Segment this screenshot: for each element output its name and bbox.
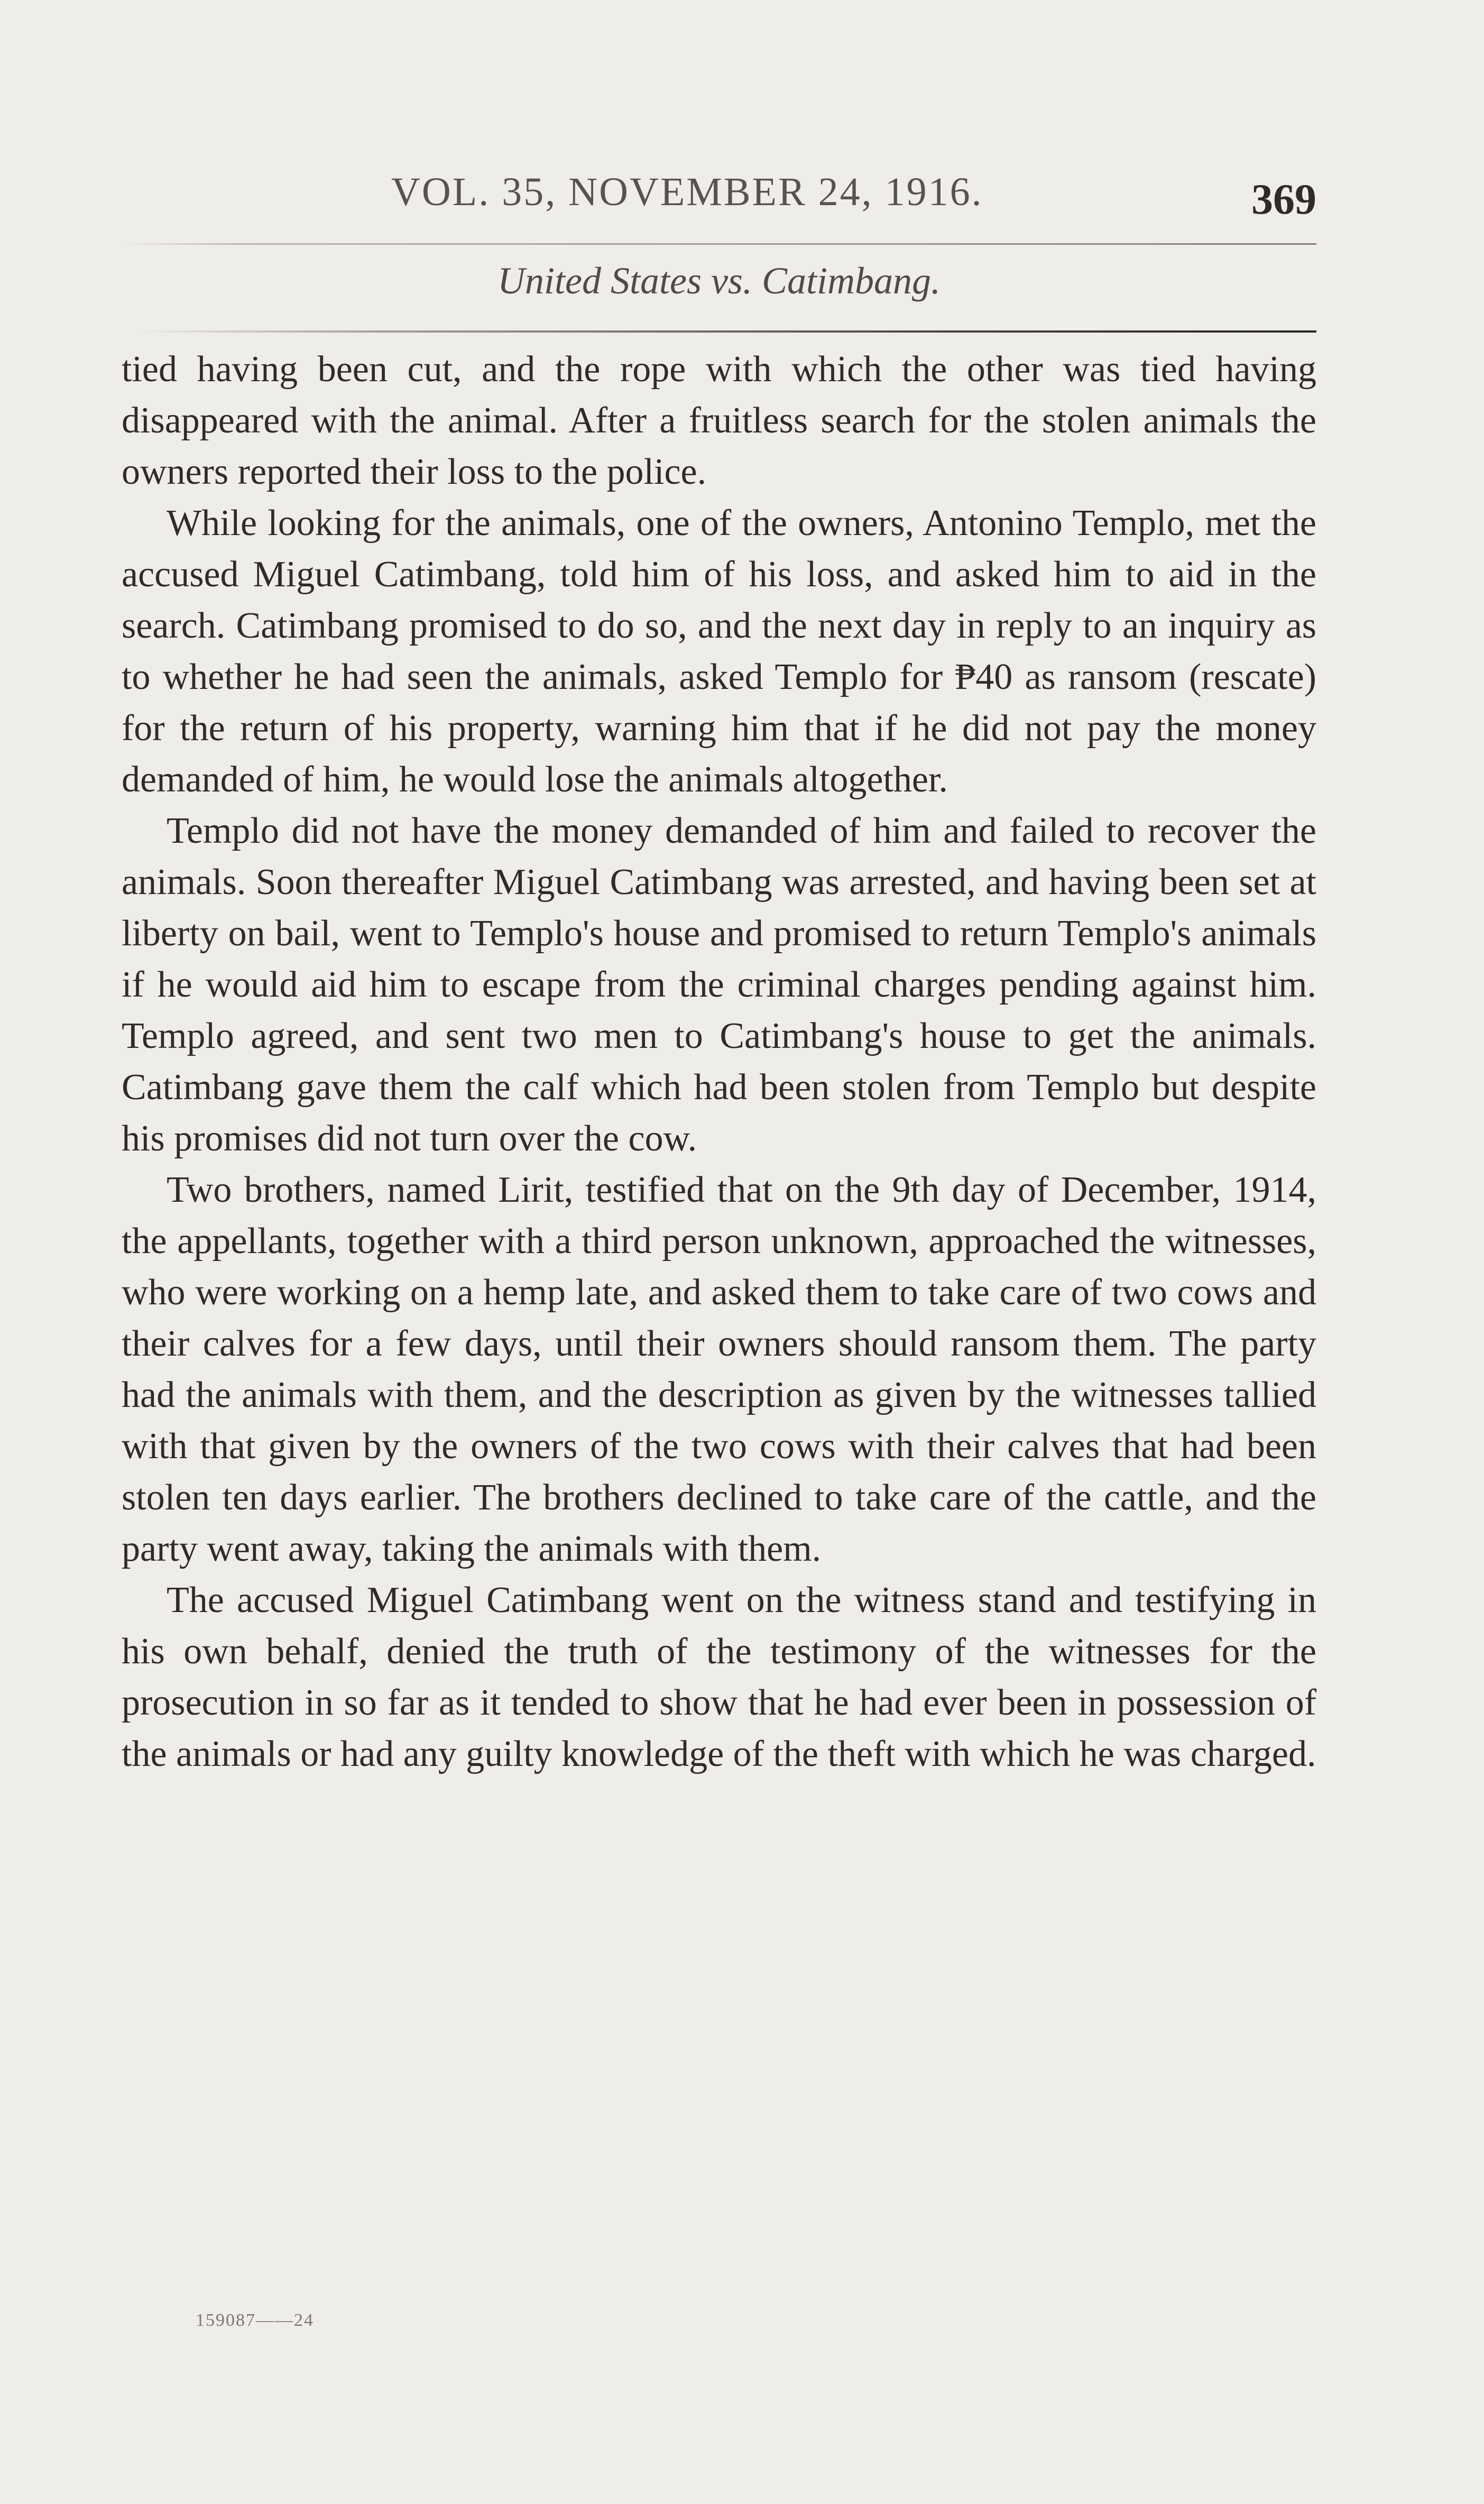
- page-header: [122, 169, 1316, 254]
- case-title: United States vs. Catimbang.: [497, 260, 941, 302]
- title-rule: [137, 330, 1316, 333]
- paragraph: Templo did not have the money demanded of him and failed to recover the animals. Soon thereafter Miguel Catimbang was arrested, and having been set at liberty on bail, went to Templo's house and promised to return Templo's animals if he would aid him to escape from the criminal charges pending against him. Templo agreed, and sent two men to Catimbang's house to get the animals. Catimbang gave them the calf which had been stolen from Templo but despite his promises did not turn over the cow.: [122, 811, 1316, 1159]
- paragraph: Two brothers, named Lirit, testified that on the 9th day of December, 1914, the appellants, together with a third person unknown, approached the witnesses, who were working on a hemp late, and asked them to take care of two cows and their calves for a few days, until their owners should ransom them. The party had the animals with them, and the description as given by the witnesses tallied with that given by the owners of the two cows with their calves that had been stolen ten days earlier. The brothers declined to take care of the cattle, and the party went away, taking the animals with them.: [122, 1170, 1316, 1569]
- paragraph: While looking for the animals, one of the owners, Antonino Templo, met the accused Miguel Catimbang, told him of his loss, and asked him to aid in the search. Catimbang promised to do so, and the next day in reply to an inquiry as to whether he had seen the animals, asked Templo for ₱40 as ransom (rescate) for the return of his property, warning him that if he did not pay the money demanded of him, he would lose the animals altogether.: [122, 503, 1316, 800]
- paragraph: The accused Miguel Catimbang went on the witness stand and testifying in his own behalf, denied the truth of the testimony of the witnesses for the prosecution in so far as it tended to show that he had ever been in possession of the animals or had any guilty knowledge of the theft with which he was charged.: [122, 1580, 1316, 1774]
- body-text: [122, 344, 1316, 1780]
- header-rule: [122, 243, 1316, 245]
- printer-mark: 159087——24: [196, 2310, 314, 2330]
- running-head: VOL. 35, NOVEMBER 24, 1916.: [391, 170, 983, 214]
- paragraph-continued: tied having been cut, and the rope with which the other was tied having disappeared with the animal. After a fruitless search for the stolen animals the owners reported their loss to the police.: [122, 349, 1316, 492]
- page-number: 369: [1251, 175, 1316, 223]
